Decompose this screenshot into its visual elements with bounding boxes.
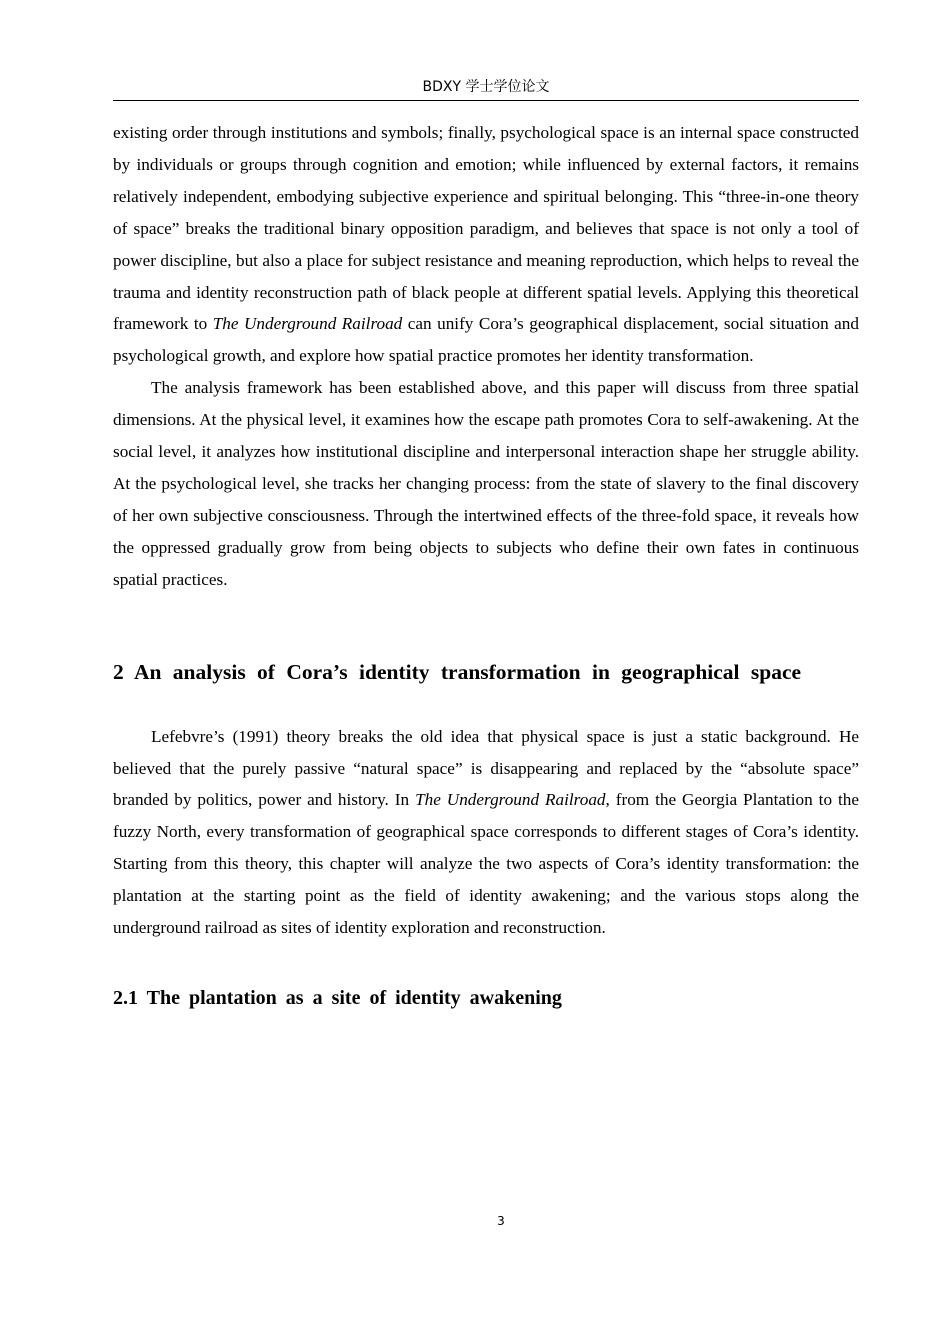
running-header: BDXY 学士学位论文 (422, 79, 550, 95)
header-divider (113, 100, 859, 101)
page-number: 3 (497, 1214, 505, 1228)
paragraph-framework: The analysis framework has been established above, and this paper will discuss from three spatial dimensions. At the physical level, it examines how the escape path promotes Cora to self-awakening. At the social level, it analyzes how institutional discipline and interpersonal interaction shape her struggle ability. At the psychological level, she tracks her changing process: from the state of slavery to the final discovery of her own subjective consciousness. Through the intertwined effects of the three-fold space, it reveals how the oppressed gradually grow from being objects to subjects who define their own fates in continuous spatial practices. (113, 378, 859, 589)
paragraph-text: can unify Cora’s geographical displacement, social situation and psychological growth, and explore how spatial practice promotes her identity transformation. (113, 314, 859, 366)
paragraph-text: , from the Georgia Plantation to the fuzzy North, every transformation of geographical space corresponds to different stages of Cora’s identity. Starting from this theory, this chapter will analyze the two aspects of Cora’s identity transformation: the plantation at the starting point as the field of identity awakening; and the various stops along the underground railroad as sites of identity exploration and reconstruction. (113, 790, 859, 938)
page-body (113, 117, 859, 1014)
paragraph-lefebvre (113, 721, 859, 944)
paragraph-continued (113, 117, 859, 372)
book-title: The Underground Railroad (415, 790, 606, 810)
book-title: The Underground Railroad (212, 314, 403, 334)
paragraph-text: Lefebvre’s (1991) theory breaks the old idea that physical space is just a static background. He believed that the purely passive “natural space” is disappearing and replaced by the “absolute space” branded by politics, power and history. In (113, 726, 859, 810)
paragraph-text: existing order through institutions and symbols; finally, psychological space is an internal space constructed by individuals or groups through cognition and emotion; while influenced by external factors, it remains relatively independent, embodying subjective experience and spiritual belonging. This “three-in-one theory of space” breaks the traditional binary opposition paradigm, and believes that space is not only a tool of power discipline, but also a place for subject resistance and meaning reproduction, which helps to reveal the trauma and identity reconstruction path of black people at different spatial levels. Applying this theoretical framework to (113, 123, 859, 334)
section-heading: 2 An analysis of Cora’s identity transformation in geographical space (113, 659, 802, 684)
subsection-heading: 2.1 The plantation as a site of identity awakening (113, 986, 562, 1009)
